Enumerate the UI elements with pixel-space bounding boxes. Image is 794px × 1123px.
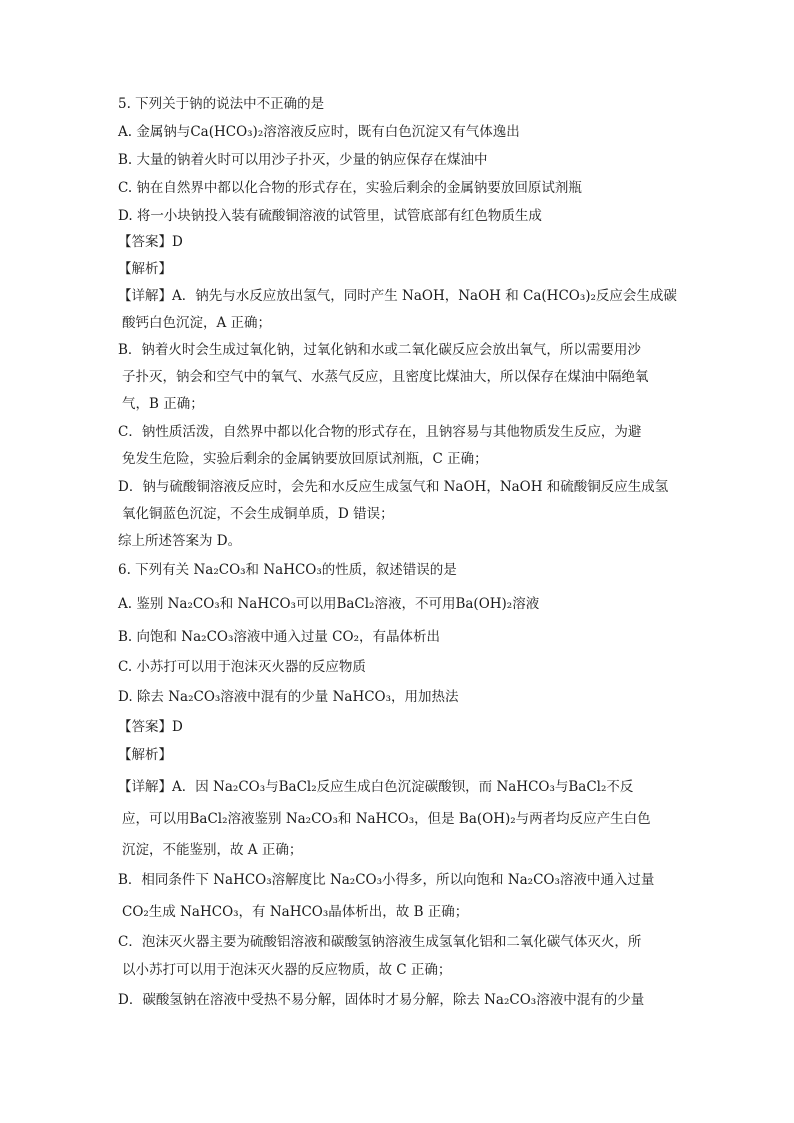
q6-detail-line: 应，可以用BaCl₂溶液鉴别 Na₂CO₃和 NaHCO₃，但是 Ba(OH)₂与两者均反应产生白色 <box>122 811 651 827</box>
q6-detail-line: 沉淀，不能鉴别，故 A 正确； <box>122 842 303 858</box>
q5-detail-line: 酸钙白色沉淀，A 正确； <box>122 315 272 331</box>
q5-detail-line: C．钠性质活泼，自然界中都以化合物的形式存在，且钠容易与其他物质发生反应，为避 <box>118 424 642 440</box>
q5-detail-line: B．钠着火时会生成过氧化钠，过氧化钠和水或二氧化碳反应会放出氧气，所以需要用沙 <box>118 342 641 358</box>
q6-detail-line: C．泡沫灭火器主要为硫酸铝溶液和碳酸氢钠溶液生成氢氧化铝和二氧化碳气体灭火，所 <box>118 934 642 950</box>
q6-detail-line: D．碳酸氢钠在溶液中受热不易分解，固体时才易分解，除去 Na₂CO₃溶液中混有的少量 <box>118 992 645 1008</box>
q5-stem: 5. 下列关于钠的说法中不正确的是 <box>118 96 325 112</box>
q5-detail-line: 气，B 正确； <box>122 396 204 412</box>
q5-detail-line: D．钠与硫酸铜溶液反应时，会先和水反应生成氢气和 NaOH，NaOH 和硫酸铜反应生成氢 <box>118 479 669 495</box>
q6-answer: 【答案】D <box>118 719 183 735</box>
q5-option-b: B. 大量的钠着火时可以用沙子扑灭，少量的钠应保存在煤油中 <box>118 152 488 168</box>
q6-detail-line: CO₂生成 NaHCO₃，有 NaHCO₃晶体析出，故 B 正确； <box>122 904 469 920</box>
q5-detail-line: 子扑灭，钠会和空气中的氧气、水蒸气反应，且密度比煤油大，所以保存在煤油中隔绝氧 <box>122 369 649 385</box>
q6-stem: 6. 下列有关 Na₂CO₃和 NaHCO₃的性质，叙述错误的是 <box>118 562 457 578</box>
q5-detail-line: 【详解】A．钠先与水反应放出氢气，同时产生 NaOH，NaOH 和 Ca(HCO₃)₂反应会生成碳 <box>118 288 677 304</box>
q6-option-c: C. 小苏打可以用于泡沫灭火器的反应物质 <box>118 659 366 675</box>
q5-analysis-label: 【解析】 <box>118 261 172 277</box>
q5-option-d: D. 将一小块钠投入装有硫酸铜溶液的试管里，试管底部有红色物质生成 <box>118 208 542 224</box>
q6-detail-line: 【详解】A．因 Na₂CO₃与BaCl₂反应生成白色沉淀碳酸钡，而 NaHCO₃与BaCl₂不反 <box>118 779 634 795</box>
q5-answer: 【答案】D <box>118 234 183 250</box>
q6-option-b: B. 向饱和 Na₂CO₃溶液中通入过量 CO₂，有晶体析出 <box>118 629 440 645</box>
q6-detail-line: B．相同条件下 NaHCO₃溶解度比 Na₂CO₃小得多，所以向饱和 Na₂CO₃溶液中通入过量 <box>118 872 655 888</box>
q6-option-a: A. 鉴别 Na₂CO₃和 NaHCO₃可以用BaCl₂溶液，不可用Ba(OH)₂溶液 <box>118 596 540 612</box>
q6-detail-line: 以小苏打可以用于泡沫灭火器的反应物质，故 C 正确； <box>122 962 452 978</box>
q5-detail-line: 免发生危险，实验后剩余的金属钠要放回原试剂瓶，C 正确； <box>122 451 488 467</box>
q5-option-c: C. 钠在自然界中都以化合物的形式存在，实验后剩余的金属钠要放回原试剂瓶 <box>118 180 582 196</box>
q5-option-a: A. 金属钠与Ca(HCO₃)₂溶溶液反应时，既有白色沉淀又有气体逸出 <box>118 124 520 140</box>
q5-detail-line: 综上所述答案为 D。 <box>118 533 242 549</box>
q5-detail-line: 氧化铜蓝色沉淀，不会生成铜单质，D 错误； <box>122 506 394 522</box>
q6-analysis-label: 【解析】 <box>118 747 172 763</box>
q6-option-d: D. 除去 Na₂CO₃溶液中混有的少量 NaHCO₃，用加热法 <box>118 689 459 705</box>
